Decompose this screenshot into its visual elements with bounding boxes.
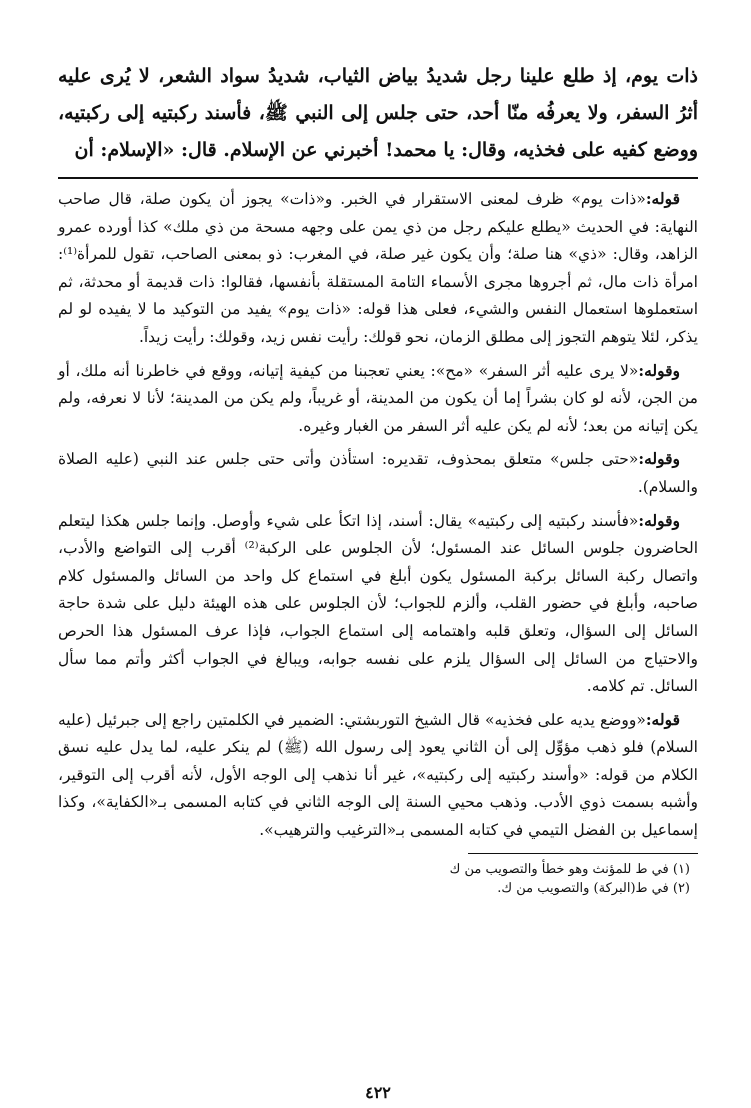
paragraph-text: «ووضع يديه على فخذيه» قال الشيخ التوربشتي: الضمير في الكلمتين راجع إلى جبرئيل (عليه السلام) فلو ذهب مؤوِّل إلى أن الثاني يعود إلى رسول الله (ﷺ) لم ينكر عليه، لما يدل عليه نسق الكلام من قوله: «وأسند ركبتيه إلى ركبتيه»، غير أنا نذهب إلى الوجه الأول، لأنه أقرب إلى التوقير، وأشبه بسمت ذوي الأدب. وذهب محيي السنة إلى الوجه الثاني في كتابه المسمى بـ«الكفاية»، وكذا إسماعيل بن الفضل التيمي في كتابه المسمى بـ«الترغيب والترهيب». [58,710,698,840]
footnote-divider [468,853,698,854]
commentary-paragraph-5 [58,706,698,845]
paragraph-lead: وقوله: [638,449,680,469]
paragraph-text: «فأسند ركبتيه إلى ركبتيه» يقال: أسند، إذا اتكأ على شيء وأوصل. وإنما جلس هكذا ليتعلم الحاضرون جلوس السائل عند المسئول؛ لأن الجلوس على الركبة⁽²⁾ أقرب إلى التواضع والأدب، واتصال ركبة السائل بركبة المسئول يكون أبلغ في استماع كل واحد من السائل والمسئول كلام صاحبه، وأبلغ في حضور القلب، وألزم للجواب؛ لأن الجلوس على هذه الهيئة دليل على شدة حاجة السائل إلى السؤال، وتعلق قلبه واهتمامه إلى استماع الجواب، فإذا عرف المسئول هذا الحرص والاحتياج من السائل إلى السؤال يلزم على نفسه جوابه، ويبالغ في الجواب أكثر وأتم مما سأل السائل. تم كلامه. [58,511,698,696]
section-divider [58,177,698,179]
hadith-text [58,58,698,169]
paragraph-lead: وقوله: [638,510,680,530]
commentary-paragraph-1 [58,185,698,352]
commentary-paragraph-3 [58,445,698,501]
paragraph-lead: قوله: [645,189,680,208]
commentary-paragraph-2 [58,357,698,441]
hadith-paragraph: ذات يوم، إذ طلع علينا رجل شديدُ بياض الثياب، شديدُ سواد الشعر، لا يُرى عليه أثرُ السفر، ولا يعرفُه منّا أحد، حتى جلس إلى النبي ﷺ، فأسند ركبتيه إلى ركبتيه، ووضع كفيه على فخذيه، وقال: يا محمد! أخبرني عن الإسلام. قال: «الإسلام: أن [58,65,698,161]
document-page [58,58,698,1102]
paragraph-text: «حتى جلس» متعلق بمحذوف، تقديره: استأذن وأتى حتى جلس عند النبي (عليه الصلاة والسلام). [58,450,698,496]
commentary-paragraph-4 [58,507,698,701]
paragraph-text: «لا يرى عليه أثر السفر» «مح»: يعني تعجبنا من كيفية إتيانه، ووقع في خاطرنا أنه ملك، أو من الجن، لأنه لو كان بشراً إما أن يكون من المدينة، أو غريباً، ولم يكن من المدينة؛ لأنا لا نعرفه، ولم يكن إتيانه من بعد؛ لأنه لم يكن عليه أثر السفر من الغبار وغيره. [58,361,698,435]
paragraph-text: «ذات يوم» ظرف لمعنى الاستقرار في الخبر. و«ذات» يجوز أن يكون صلة، قال صاحب النهاية: في الحديث «يطلع عليكم رجل من ذي يمن على وجهه مسحة من ذي ملك» كذا أورده عمرو الزاهد، وقال: «ذي» هنا صلة؛ وأن يكون غير صلة، في المغرب: ذو بمعنى الصاحب، تقول للمرأة⁽¹⁾: امرأة ذات مال، ثم أجروها مجرى الأسماء التامة المستقلة بأنفسها، فقالوا: ذات قديمة أو محدثة، ثم استعملوها استعمال النفس والشيء، فعلى هذا قوله: «ذات يوم» يفيد من التوكيد ما لا يفيده لو لم يذكر، لئلا يتوهم التجوز إلى مطلق الزمان، نحو قولك: رأيت نفس زيد، وقولك: رأيت زيداً. [58,190,698,346]
footnote-1: (١) في ط للمؤنث وهو خطأ والتصويب من ك [449,861,690,877]
footnotes [58,860,698,898]
paragraph-lead: قوله: [645,709,680,729]
paragraph-lead: وقوله: [638,360,680,380]
footnote-2: (٢) في ط(البركة) والتصويب من ك. [497,880,690,896]
commentary-section [58,185,698,845]
page-number: ٤٢٢ [365,1083,391,1102]
